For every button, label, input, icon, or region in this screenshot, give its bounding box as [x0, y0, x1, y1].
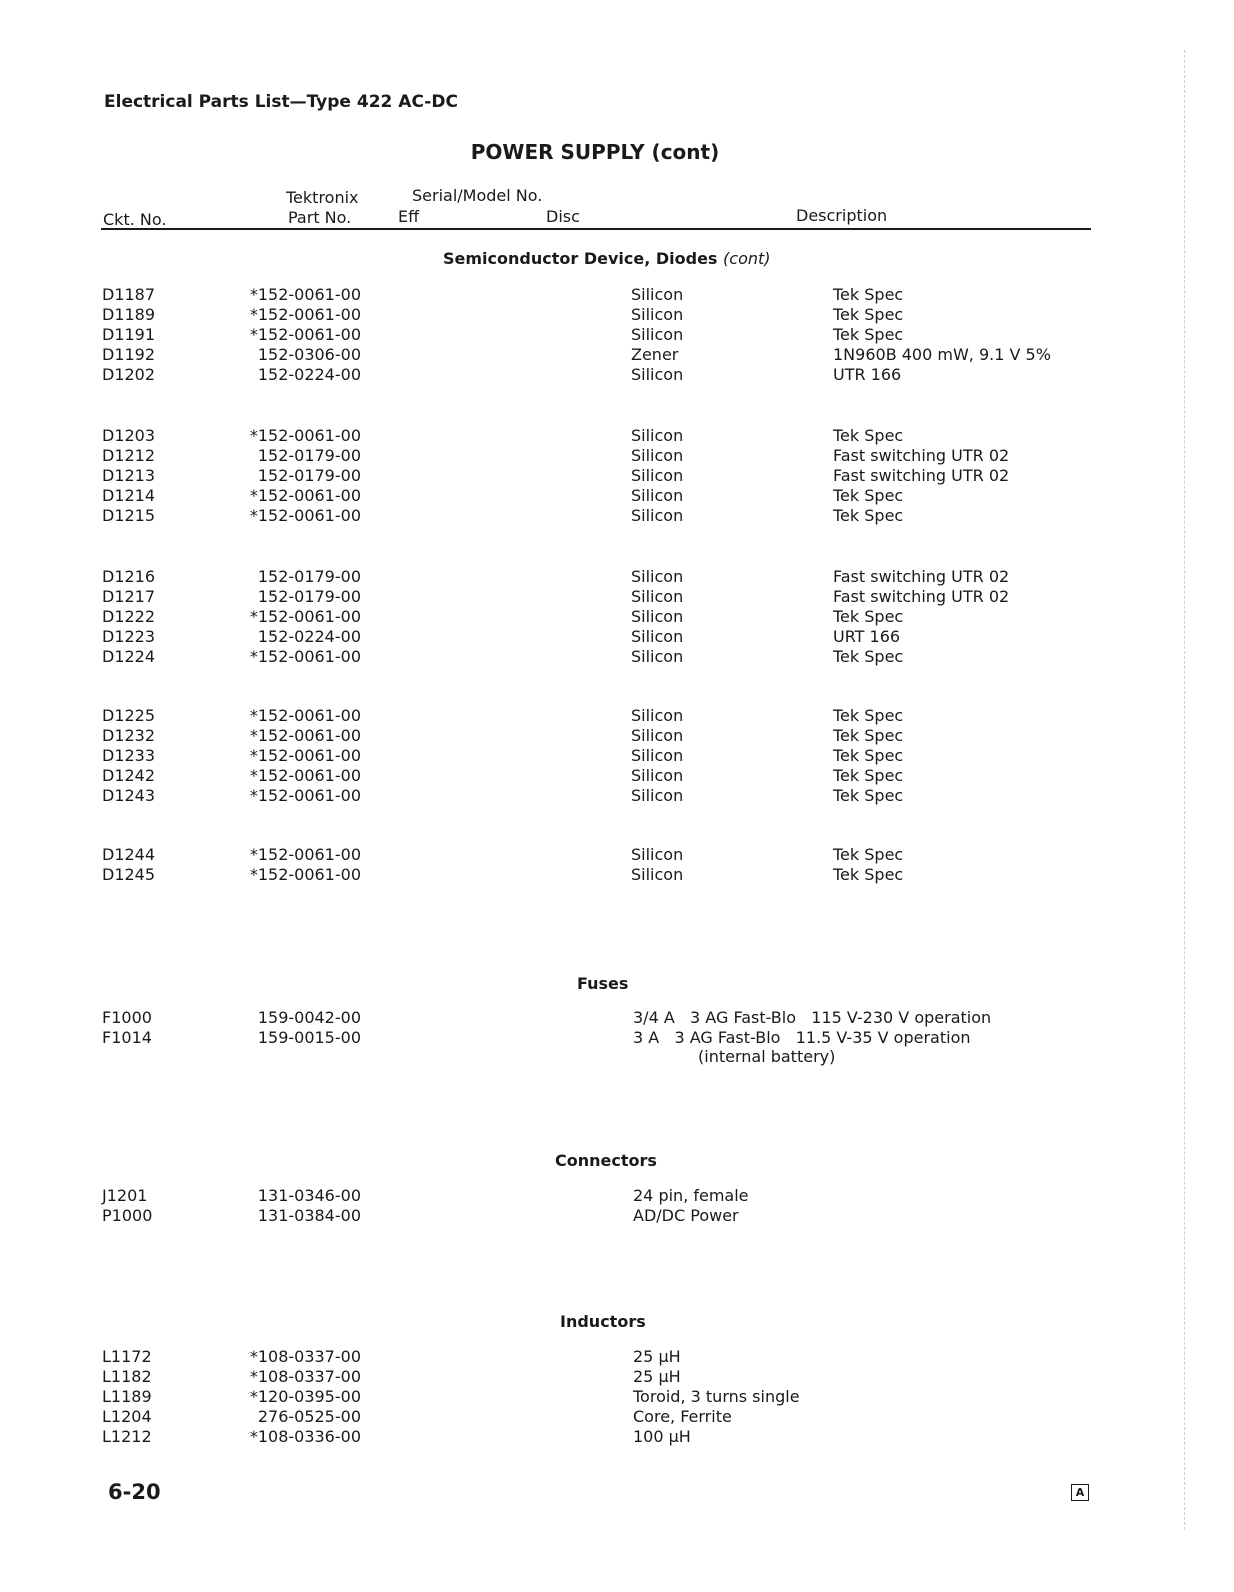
inductor-description: Toroid, 3 turns single [633, 1387, 800, 1406]
diode-ckt-no: D1245 [102, 865, 156, 884]
diode-type: Silicon [631, 506, 684, 525]
diode-description: UTR 166 [833, 365, 902, 384]
diode-description: Tek Spec [833, 647, 904, 666]
header-rule [101, 228, 1091, 230]
inductor-ckt-no: L1189 [102, 1387, 152, 1406]
diode-description: Tek Spec [833, 607, 904, 626]
connector-description: 24 pin, female [633, 1186, 749, 1205]
inductor-description: 25 μH [633, 1367, 681, 1386]
diode-ckt-no: D1202 [102, 365, 156, 384]
diode-description: Tek Spec [833, 486, 904, 505]
diode-ckt-no: D1225 [102, 706, 156, 725]
col-header-part-no: Part No. [288, 208, 352, 227]
page-number: 6-20 [108, 1480, 161, 1504]
diode-description: Tek Spec [833, 726, 904, 745]
diode-type: Silicon [631, 865, 684, 884]
diode-description: Tek Spec [833, 786, 904, 805]
diode-type: Silicon [631, 627, 684, 646]
diode-type: Silicon [631, 466, 684, 485]
diode-description: Tek Spec [833, 706, 904, 725]
diode-part-no: *152-0061-00 [249, 786, 361, 805]
inductor-description: 100 μH [633, 1427, 691, 1446]
diode-description: Tek Spec [833, 766, 904, 785]
diode-type: Silicon [631, 567, 684, 586]
diode-part-no: *152-0061-00 [249, 706, 361, 725]
diode-description: Tek Spec [833, 746, 904, 765]
diode-ckt-no: D1222 [102, 607, 156, 626]
diode-type: Silicon [631, 845, 684, 864]
diode-description: Fast switching UTR 02 [833, 466, 1010, 485]
diode-part-no: *152-0061-00 [249, 426, 361, 445]
connectors-heading: Connectors [555, 1151, 657, 1170]
diode-type: Silicon [631, 285, 684, 304]
diode-ckt-no: D1244 [102, 845, 156, 864]
diode-type: Zener [631, 345, 679, 364]
inductor-part-no: *108-0337-00 [249, 1367, 361, 1386]
diode-ckt-no: D1212 [102, 446, 156, 465]
fuse-note: (internal battery) [698, 1047, 836, 1066]
fuse-ckt-no: F1000 [102, 1008, 152, 1027]
connector-description: AD/DC Power [633, 1206, 739, 1225]
diode-type: Silicon [631, 305, 684, 324]
diode-part-no: 152-0179-00 [257, 587, 361, 606]
diode-part-no: *152-0061-00 [249, 845, 361, 864]
diode-part-no: 152-0179-00 [257, 446, 361, 465]
diode-ckt-no: D1216 [102, 567, 156, 586]
diode-part-no: *152-0061-00 [249, 766, 361, 785]
inductor-part-no: 276-0525-00 [257, 1407, 361, 1426]
connector-ckt-no: J1201 [102, 1186, 148, 1205]
diode-type: Silicon [631, 365, 684, 384]
col-header-serial-model: Serial/Model No. [412, 186, 543, 205]
diode-part-no: *152-0061-00 [249, 285, 361, 304]
diode-ckt-no: D1232 [102, 726, 156, 745]
diode-ckt-no: D1215 [102, 506, 156, 525]
diode-part-no: *152-0061-00 [249, 305, 361, 324]
inductor-description: 25 μH [633, 1347, 681, 1366]
col-header-eff: Eff [398, 207, 420, 226]
diode-ckt-no: D1187 [102, 285, 156, 304]
diode-description: Tek Spec [833, 325, 904, 344]
diode-type: Silicon [631, 426, 684, 445]
col-header-disc: Disc [546, 207, 580, 226]
diode-type: Silicon [631, 587, 684, 606]
fuse-description: 3/4 A 3 AG Fast-Blo 115 V-230 V operation [633, 1008, 992, 1027]
diode-type: Silicon [631, 486, 684, 505]
diode-ckt-no: D1223 [102, 627, 156, 646]
diode-part-no: *152-0061-00 [249, 726, 361, 745]
diode-description: Tek Spec [833, 426, 904, 445]
diode-type: Silicon [631, 766, 684, 785]
section-title: POWER SUPPLY (cont) [470, 140, 720, 164]
inductor-ckt-no: L1212 [102, 1427, 152, 1446]
diode-ckt-no: D1233 [102, 746, 156, 765]
diode-description: Tek Spec [833, 506, 904, 525]
diode-part-no: *152-0061-00 [249, 607, 361, 626]
diode-type: Silicon [631, 647, 684, 666]
diode-ckt-no: D1192 [102, 345, 156, 364]
diode-description: Tek Spec [833, 865, 904, 884]
connector-part-no: 131-0384-00 [257, 1206, 361, 1225]
diode-type: Silicon [631, 706, 684, 725]
diodes-heading: Semiconductor Device, Diodes (cont) [443, 249, 771, 268]
connector-ckt-no: P1000 [102, 1206, 153, 1225]
fuse-description: 3 A 3 AG Fast-Blo 11.5 V-35 V operation [633, 1028, 971, 1047]
diode-description: Tek Spec [833, 845, 904, 864]
diode-part-no: 152-0224-00 [257, 627, 361, 646]
inductor-part-no: *108-0337-00 [249, 1347, 361, 1366]
inductor-part-no: *108-0336-00 [249, 1427, 361, 1446]
page-margin-line [1184, 50, 1185, 1530]
diode-part-no: 152-0179-00 [257, 567, 361, 586]
diode-description: Fast switching UTR 02 [833, 446, 1010, 465]
diode-description: URT 166 [833, 627, 901, 646]
diode-ckt-no: D1217 [102, 587, 156, 606]
diode-ckt-no: D1189 [102, 305, 156, 324]
diode-description: Tek Spec [833, 305, 904, 324]
inductor-ckt-no: L1182 [102, 1367, 152, 1386]
diode-ckt-no: D1191 [102, 325, 156, 344]
inductors-heading: Inductors [560, 1312, 646, 1331]
inductor-ckt-no: L1204 [102, 1407, 152, 1426]
diode-part-no: 152-0224-00 [257, 365, 361, 384]
diode-part-no: 152-0179-00 [257, 466, 361, 485]
col-header-description: Description [796, 206, 888, 225]
diode-type: Silicon [631, 746, 684, 765]
diode-part-no: *152-0061-00 [249, 647, 361, 666]
inductor-ckt-no: L1172 [102, 1347, 152, 1366]
connector-part-no: 131-0346-00 [257, 1186, 361, 1205]
diode-ckt-no: D1243 [102, 786, 156, 805]
diode-description: Tek Spec [833, 285, 904, 304]
diode-description: Fast switching UTR 02 [833, 587, 1010, 606]
diode-part-no: *152-0061-00 [249, 506, 361, 525]
diode-ckt-no: D1224 [102, 647, 156, 666]
fuse-ckt-no: F1014 [102, 1028, 152, 1047]
diode-ckt-no: D1203 [102, 426, 156, 445]
revision-mark: A [1071, 1484, 1089, 1501]
diode-part-no: *152-0061-00 [249, 325, 361, 344]
diode-description: Fast switching UTR 02 [833, 567, 1010, 586]
inductor-description: Core, Ferrite [633, 1407, 732, 1426]
diode-type: Silicon [631, 786, 684, 805]
diode-part-no: 152-0306-00 [257, 345, 361, 364]
diode-type: Silicon [631, 446, 684, 465]
diode-ckt-no: D1214 [102, 486, 156, 505]
fuse-part-no: 159-0042-00 [257, 1008, 361, 1027]
fuses-heading: Fuses [577, 974, 629, 993]
diode-ckt-no: D1213 [102, 466, 156, 485]
page-header-title: Electrical Parts List—Type 422 AC-DC [104, 92, 458, 112]
diode-type: Silicon [631, 607, 684, 626]
inductor-part-no: *120-0395-00 [249, 1387, 361, 1406]
col-header-tektronix: Tektronix [286, 188, 359, 207]
fuse-part-no: 159-0015-00 [257, 1028, 361, 1047]
diode-part-no: *152-0061-00 [249, 865, 361, 884]
col-header-ckt-no: Ckt. No. [103, 210, 167, 229]
diode-part-no: *152-0061-00 [249, 486, 361, 505]
diode-description: 1N960B 400 mW, 9.1 V 5% [833, 345, 1051, 364]
diode-part-no: *152-0061-00 [249, 746, 361, 765]
diode-type: Silicon [631, 726, 684, 745]
diode-ckt-no: D1242 [102, 766, 156, 785]
diode-type: Silicon [631, 325, 684, 344]
